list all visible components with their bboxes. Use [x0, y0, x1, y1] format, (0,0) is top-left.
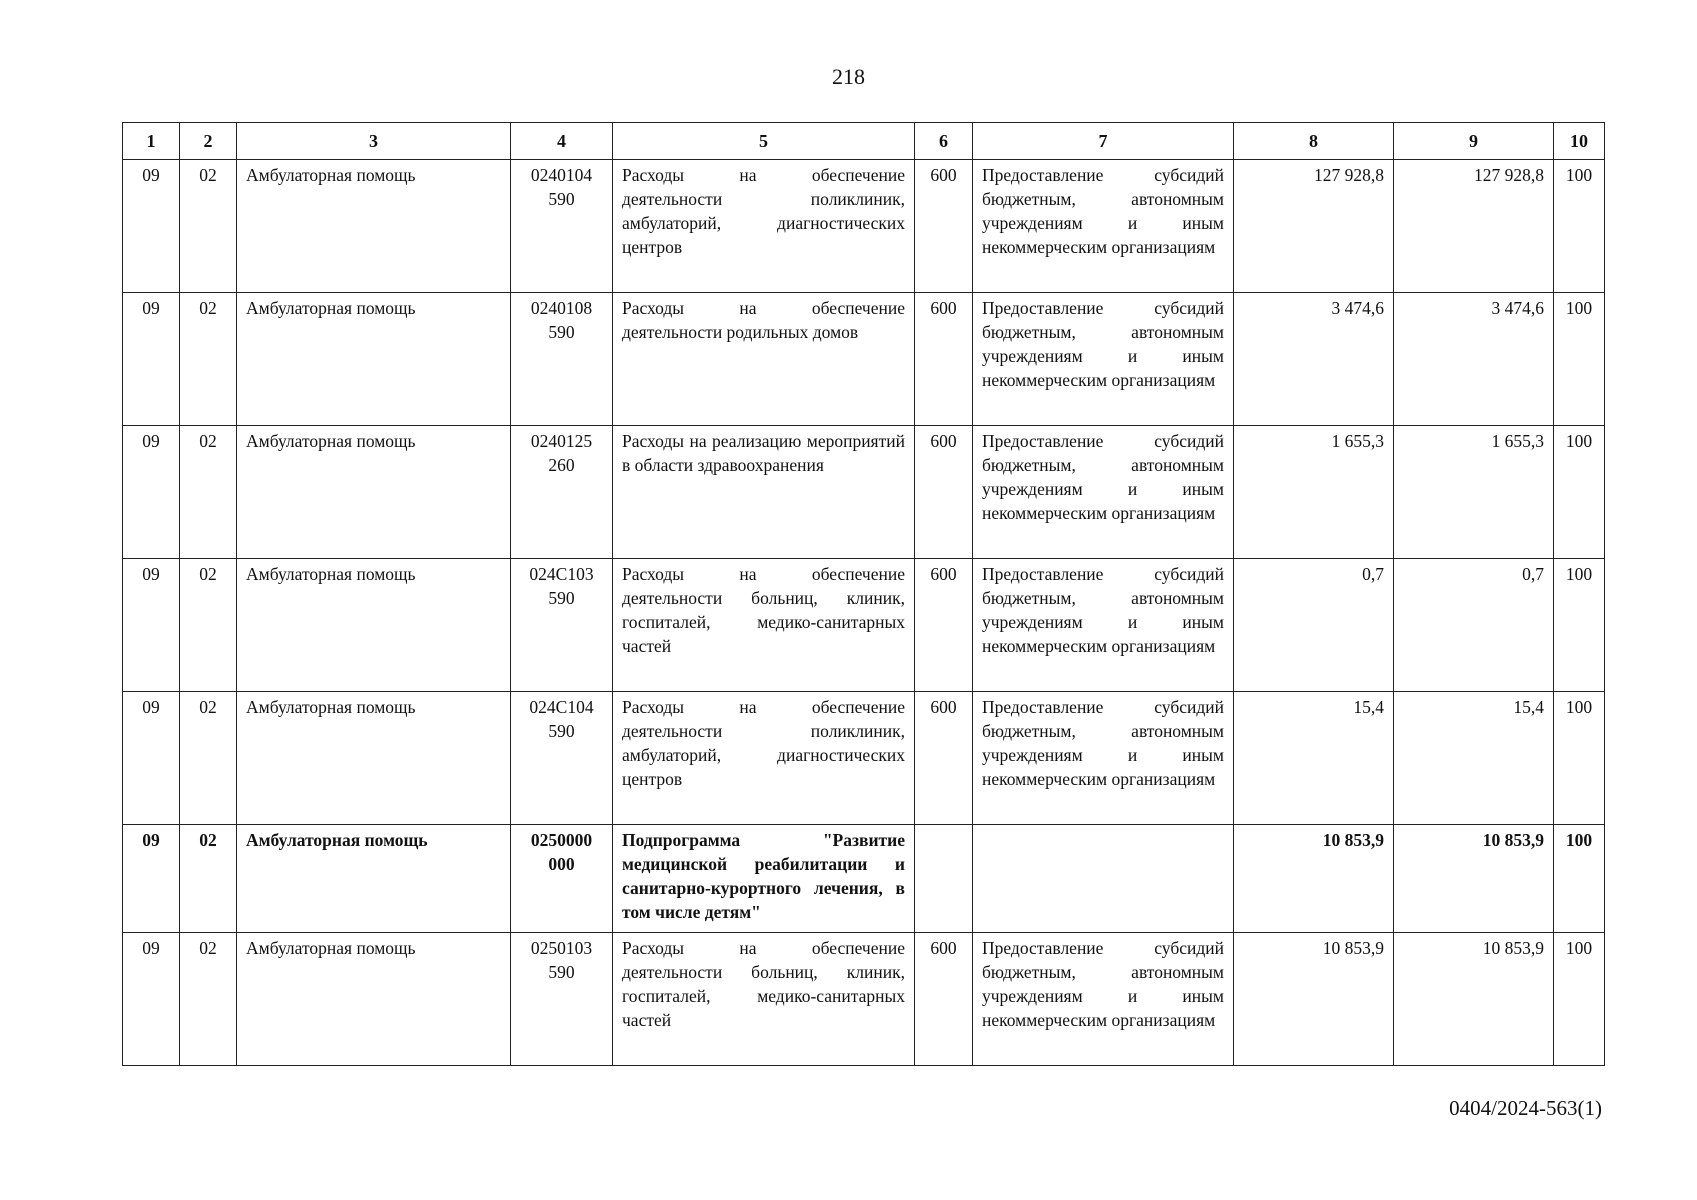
amount-cell: 1 655,3: [1234, 426, 1394, 559]
subsection-name-cell: Амбулаторная помощь: [237, 426, 511, 559]
header-row: [123, 123, 1605, 160]
header-cell: 9: [1394, 123, 1554, 160]
amount-cell: 3 474,6: [1234, 293, 1394, 426]
header-cell: 5: [613, 123, 915, 160]
subsection-code-cell: 02: [180, 692, 237, 825]
target-code-part2: 260: [548, 455, 575, 475]
expense-type-code-cell: 600: [915, 293, 973, 426]
target-name-cell: Расходы на реализацию мероприятий в области здравоохранения: [613, 426, 915, 559]
subsection-code-cell: 02: [180, 293, 237, 426]
amount-cell: 0,7: [1234, 559, 1394, 692]
expense-type-name-cell: Предоставление субсидий бюджетным, автономным учреждениям и иным некоммерческим организациям: [973, 692, 1234, 825]
table-row: [123, 559, 1605, 692]
amount-cell: 10 853,9: [1234, 825, 1394, 933]
section-code-cell: 09: [123, 426, 180, 559]
subsection-code-cell: 02: [180, 559, 237, 692]
expense-type-code-cell: 600: [915, 692, 973, 825]
expense-type-name-cell: [973, 825, 1234, 933]
executed-amount-cell: 127 928,8: [1394, 160, 1554, 293]
target-code-part1: 0250000: [530, 830, 593, 850]
subsection-code-cell: 02: [180, 160, 237, 293]
percent-cell: 100: [1554, 825, 1605, 933]
header-cell: 3: [237, 123, 511, 160]
subsection-code-cell: 02: [180, 426, 237, 559]
executed-amount-cell: 3 474,6: [1394, 293, 1554, 426]
section-code-cell: 09: [123, 559, 180, 692]
target-code-part1: 024С103: [529, 564, 594, 584]
amount-cell: 15,4: [1234, 692, 1394, 825]
subsection-name-cell: Амбулаторная помощь: [237, 933, 511, 1066]
target-name-cell: Расходы на обеспечение деятельности больниц, клиник, госпиталей, медико-санитарных частей: [613, 559, 915, 692]
target-code-part2: 590: [548, 962, 575, 982]
header-cell: 7: [973, 123, 1234, 160]
subsection-name-cell: Амбулаторная помощь: [237, 825, 511, 933]
header-cell: 4: [511, 123, 613, 160]
target-code-part2: 590: [548, 189, 575, 209]
budget-table: [122, 122, 1605, 1066]
target-name-cell: Расходы на обеспечение деятельности поликлиник, амбулаторий, диагностических центров: [613, 160, 915, 293]
subsection-code-cell: 02: [180, 933, 237, 1066]
percent-cell: 100: [1554, 559, 1605, 692]
executed-amount-cell: 10 853,9: [1394, 825, 1554, 933]
expense-type-name-cell: Предоставление субсидий бюджетным, автономным учреждениям и иным некоммерческим организациям: [973, 293, 1234, 426]
amount-cell: 10 853,9: [1234, 933, 1394, 1066]
target-code-part2: 590: [548, 721, 575, 741]
expense-type-name-cell: Предоставление субсидий бюджетным, автономным учреждениям и иным некоммерческим организациям: [973, 559, 1234, 692]
target-code-part2: 590: [548, 588, 575, 608]
executed-amount-cell: 0,7: [1394, 559, 1554, 692]
percent-cell: 100: [1554, 160, 1605, 293]
header-cell: 8: [1234, 123, 1394, 160]
percent-cell: 100: [1554, 933, 1605, 1066]
target-name-cell: Подпрограмма "Развитие медицинской реабилитации и санитарно-курортного лечения, в том числе детям": [613, 825, 915, 933]
target-code-cell: [511, 426, 613, 559]
table-row: [123, 692, 1605, 825]
section-code-cell: 09: [123, 692, 180, 825]
expense-type-code-cell: 600: [915, 426, 973, 559]
section-code-cell: 09: [123, 160, 180, 293]
target-code-cell: [511, 825, 613, 933]
table-row: [123, 933, 1605, 1066]
target-code-part1: 024С104: [529, 697, 594, 717]
expense-type-code-cell: 600: [915, 933, 973, 1066]
target-name-cell: Расходы на обеспечение деятельности поликлиник, амбулаторий, диагностических центров: [613, 692, 915, 825]
table-row: [123, 293, 1605, 426]
amount-cell: 127 928,8: [1234, 160, 1394, 293]
subsection-name-cell: Амбулаторная помощь: [237, 692, 511, 825]
expense-type-code-cell: 600: [915, 559, 973, 692]
target-code-cell: [511, 933, 613, 1066]
target-code-part1: 0250103: [530, 938, 593, 958]
expense-type-code-cell: 600: [915, 160, 973, 293]
section-code-cell: 09: [123, 825, 180, 933]
section-code-cell: 09: [123, 933, 180, 1066]
target-code-part2: 000: [548, 854, 575, 874]
percent-cell: 100: [1554, 426, 1605, 559]
expense-type-name-cell: Предоставление субсидий бюджетным, автономным учреждениям и иным некоммерческим организациям: [973, 160, 1234, 293]
executed-amount-cell: 1 655,3: [1394, 426, 1554, 559]
target-code-part1: 0240104: [530, 165, 593, 185]
expense-type-name-cell: Предоставление субсидий бюджетным, автономным учреждениям и иным некоммерческим организациям: [973, 426, 1234, 559]
expense-type-code-cell: [915, 825, 973, 933]
target-code-part2: 590: [548, 322, 575, 342]
header-cell: 2: [180, 123, 237, 160]
subsection-name-cell: Амбулаторная помощь: [237, 293, 511, 426]
target-name-cell: Расходы на обеспечение деятельности родильных домов: [613, 293, 915, 426]
table-row: [123, 426, 1605, 559]
executed-amount-cell: 15,4: [1394, 692, 1554, 825]
section-code-cell: 09: [123, 293, 180, 426]
header-cell: 10: [1554, 123, 1605, 160]
target-code-part1: 0240125: [530, 431, 593, 451]
executed-amount-cell: 10 853,9: [1394, 933, 1554, 1066]
subsection-code-cell: 02: [180, 825, 237, 933]
percent-cell: 100: [1554, 293, 1605, 426]
subsection-name-cell: Амбулаторная помощь: [237, 559, 511, 692]
subsection-name-cell: Амбулаторная помощь: [237, 160, 511, 293]
target-code-cell: [511, 559, 613, 692]
percent-cell: 100: [1554, 692, 1605, 825]
expense-type-name-cell: Предоставление субсидий бюджетным, автономным учреждениям и иным некоммерческим организациям: [973, 933, 1234, 1066]
document-number: 0404/2024-563(1): [1449, 1096, 1602, 1120]
target-code-cell: [511, 692, 613, 825]
table-row: [123, 160, 1605, 293]
header-cell: 6: [915, 123, 973, 160]
header-cell: 1: [123, 123, 180, 160]
target-name-cell: Расходы на обеспечение деятельности больниц, клиник, госпиталей, медико-санитарных частей: [613, 933, 915, 1066]
page-number: 218: [832, 64, 865, 89]
target-code-cell: [511, 160, 613, 293]
table-row-subprogram: [123, 825, 1605, 933]
target-code-part1: 0240108: [530, 298, 593, 318]
target-code-cell: [511, 293, 613, 426]
